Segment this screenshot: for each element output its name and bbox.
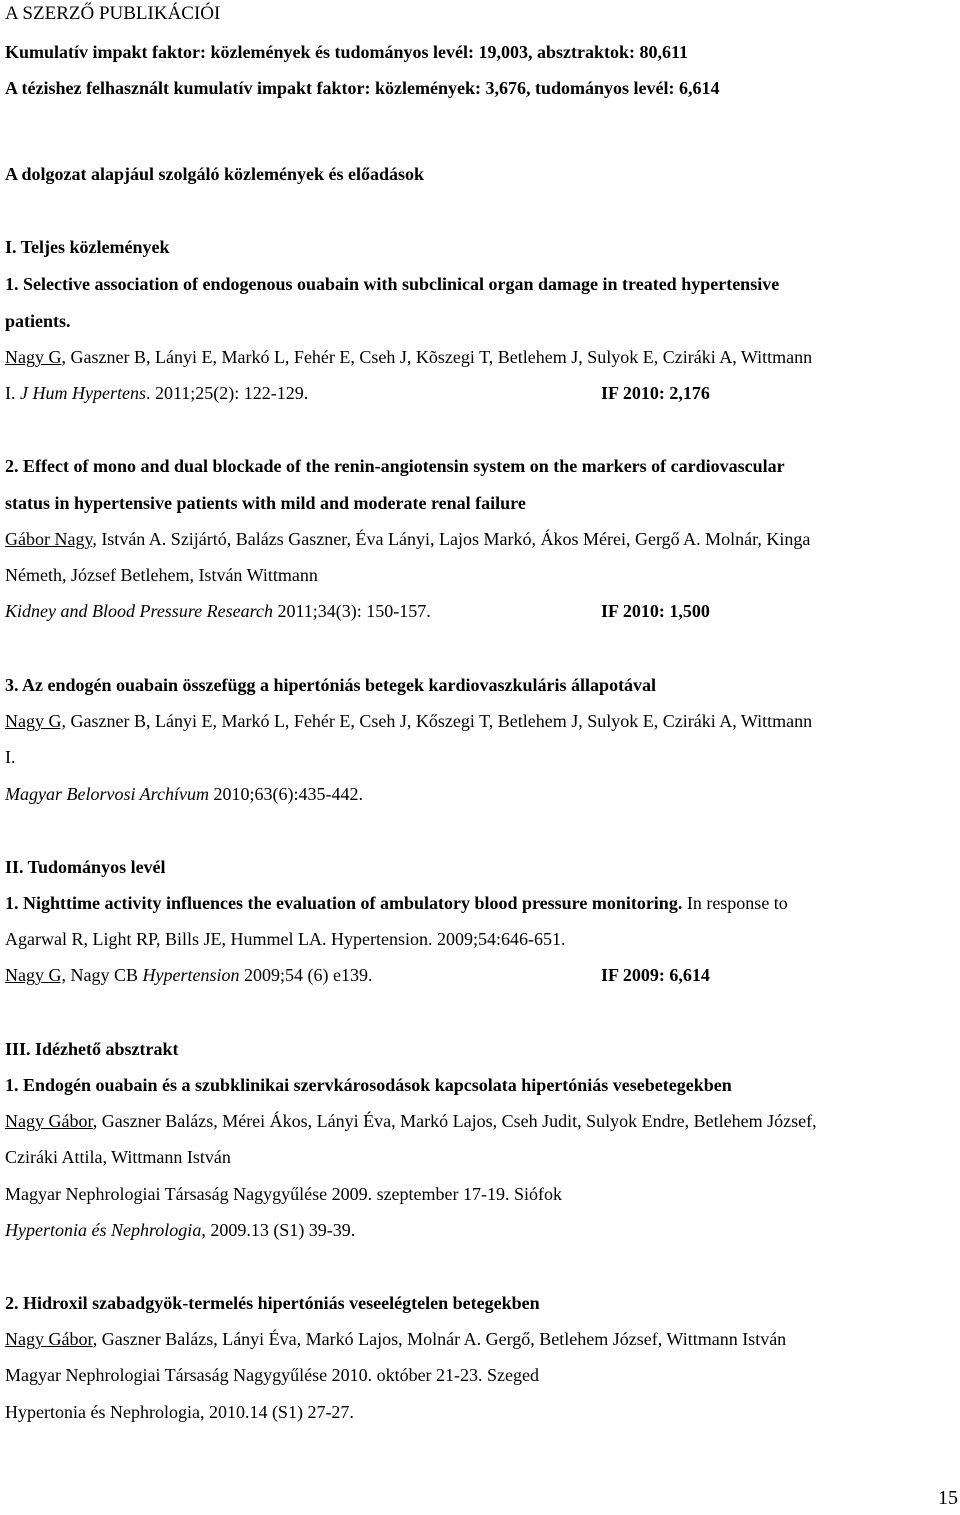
pub3-title: 3. Az endogén ouabain összefügg a hipertóniás betegek kardiovaszkuláris állapotával	[5, 675, 657, 695]
pub1-impact-factor: IF 2010: 2,176	[601, 383, 710, 403]
pub1-journal: J Hum Hypertens	[20, 383, 146, 403]
pub1-first-author: Nagy G	[5, 347, 62, 367]
abs1-first-author: Nagy Gábor	[5, 1111, 93, 1131]
letter-title: 1. Nighttime activity influences the evaluation of ambulatory blood pressure monitoring. In response to	[5, 893, 788, 913]
abs1-title: 1. Endogén ouabain és a szubklinikai szervkárosodások kapcsolata hipertóniás vesebetegekben	[5, 1075, 732, 1095]
abs1-authors-line1: Nagy Gábor, Gaszner Balázs, Mérei Ákos, Lányi Éva, Markó Lajos, Cseh Judit, Sulyok Endre, Betlehem József,	[5, 1111, 817, 1131]
pub2-authors-line1: Gábor Nagy, István A. Szijártó, Balázs Gaszner, Éva Lányi, Lajos Markó, Ákos Mérei, Gergő A. Molnár, Kinga	[5, 529, 811, 549]
pub2-journal: Kidney and Blood Pressure Research	[5, 601, 273, 621]
pub1-authors-line1: Nagy G, Gaszner B, Lányi E, Markó L, Fehér E, Cseh J, Kõszegi T, Betlehem J, Sulyok E, Cziráki A, Wittmann	[5, 347, 813, 367]
pub1-title-line2: patients.	[5, 311, 71, 331]
pub2-first-author: Gábor Nagy	[5, 529, 93, 549]
letter-impact-factor: IF 2009: 6,614	[601, 965, 710, 985]
abs2-authors: Nagy Gábor, Gaszner Balázs, Lányi Éva, Markó Lajos, Molnár A. Gergő, Betlehem József, Wittmann István	[5, 1329, 787, 1349]
pub1-citation: I. J Hum Hypertens. 2011;25(2): 122-129.	[5, 383, 309, 403]
letter-journal: Hypertension	[142, 965, 240, 985]
pub2-title-line2: status in hypertensive patients with mild and moderate renal failure	[5, 493, 526, 513]
section-heading-full-papers: I. Teljes közlemények	[5, 237, 170, 257]
section-heading-abstracts: III. Idézhető absztrakt	[5, 1039, 179, 1059]
abs1-citation: Hypertonia és Nephrologia, 2009.13 (S1) 39-39.	[5, 1220, 356, 1240]
pub2-citation: Kidney and Blood Pressure Research 2011;34(3): 150-157.	[5, 601, 431, 621]
pub3-authors-line1: Nagy G, Gaszner B, Lányi E, Markó L, Fehér E, Cseh J, Kőszegi T, Betlehem J, Sulyok E, Cziráki A, Wittmann	[5, 711, 813, 731]
pub2-authors-line2: Németh, József Betlehem, István Wittmann	[5, 565, 318, 585]
thesis-impact: A tézishez felhasznált kumulatív impakt faktor: közlemények: 3,676, tudományos levél: 6,614	[5, 78, 720, 98]
pub1-title-line1: 1. Selective association of endogenous ouabain with subclinical organ damage in treated hypertensive	[5, 274, 780, 294]
pub3-authors-line2: I.	[5, 747, 16, 767]
letter-first-author: Nagy G,	[5, 965, 66, 985]
letter-citation: Nagy G, Nagy CB Hypertension 2009;54 (6) e139.	[5, 965, 373, 985]
pub3-citation: Magyar Belorvosi Archívum 2010;63(6):435-442.	[5, 784, 363, 804]
page-number: 15	[938, 1487, 958, 1509]
pub2-impact-factor: IF 2010: 1,500	[601, 601, 710, 621]
section-heading-letter: II. Tudományos levél	[5, 857, 166, 877]
letter-reference: Agarwal R, Light RP, Bills JE, Hummel LA. Hypertension. 2009;54:646-651.	[5, 929, 566, 949]
abs1-authors-line2: Cziráki Attila, Wittmann István	[5, 1147, 231, 1167]
abs2-meeting: Magyar Nephrologiai Társaság Nagygyűlése 2010. október 21-23. Szeged	[5, 1365, 540, 1385]
abs1-meeting: Magyar Nephrologiai Társaság Nagygyűlése 2009. szeptember 17-19. Siófok	[5, 1184, 563, 1204]
pub3-first-author: Nagy G,	[5, 711, 66, 731]
cumulative-impact: Kumulatív impakt faktor: közlemények és tudományos levél: 19,003, absztraktok: 80,611	[5, 42, 688, 62]
pub2-title-line1: 2. Effect of mono and dual blockade of the renin-angiotensin system on the markers of cardiovascular	[5, 456, 785, 476]
abs2-citation: Hypertonia és Nephrologia, 2010.14 (S1) 27-27.	[5, 1402, 354, 1422]
abs2-first-author: Nagy Gábor	[5, 1329, 93, 1349]
page-title: A SZERZŐ PUBLIKÁCIÓI	[5, 3, 221, 24]
abs2-title: 2. Hidroxil szabadgyök-termelés hipertóniás veseelégtelen betegekben	[5, 1293, 540, 1313]
abs1-journal: Hypertonia és Nephrologia	[5, 1220, 202, 1240]
pub3-journal: Magyar Belorvosi Archívum	[5, 784, 209, 804]
basis-heading: A dolgozat alapjául szolgáló közlemények és előadások	[5, 164, 425, 184]
